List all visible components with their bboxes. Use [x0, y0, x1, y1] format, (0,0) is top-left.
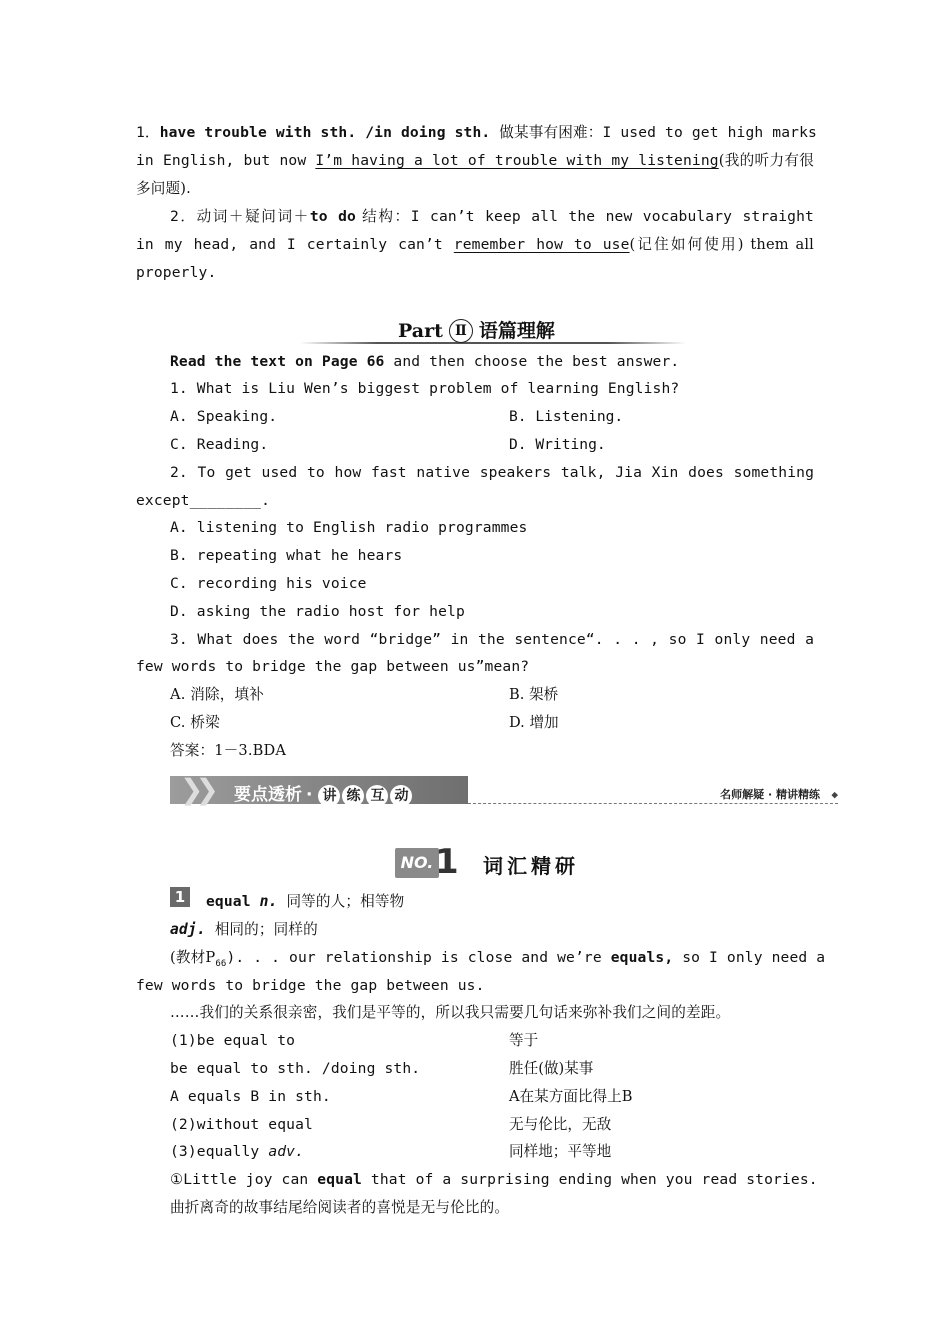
entry-adj: adj. 相同的；同样的	[170, 921, 318, 938]
phrase-en: (3)equally adv.	[170, 1143, 305, 1160]
phrase-en: A equals B in sth.	[170, 1088, 331, 1105]
phrase-cn: A在某方面比得上B	[509, 1088, 633, 1105]
question-2-line2: except________.	[136, 492, 271, 509]
phrase-cn: 无与伦比，无敌	[509, 1116, 612, 1133]
roman-numeral-badge: Ⅱ	[449, 319, 473, 343]
q2-option-b: B. repeating what he hears	[170, 547, 403, 564]
phrase-cn: 同样地；平等地	[509, 1143, 612, 1160]
chevron-right-icon: ❯❯	[180, 773, 211, 806]
q3-option-b: B. 架桥	[509, 686, 559, 703]
item-number-badge: 1	[170, 887, 190, 907]
example-line1: (教材$P_{66}$). . . our relationship is close and we’re equals, so I only need a	[170, 949, 826, 969]
item1-line3: 多问题).	[136, 180, 191, 197]
reading-instruction: Read the text on Page 66 and then choose the best answer.	[170, 353, 680, 370]
example2-translation: 曲折离奇的故事结尾给阅读者的喜悦是无与伦比的。	[170, 1199, 510, 1216]
question-3-line1: 3. What does the word “bridge” in the sentence“. . . , so I only need a	[170, 631, 814, 648]
phrase-en: (1)be equal to	[170, 1032, 296, 1049]
q2-option-a: A. listening to English radio programmes	[170, 519, 528, 536]
banner-dashed-rule	[468, 803, 838, 806]
heading-number: 1	[435, 842, 459, 882]
example2: ①Little joy can equal that of a surprising ending when you read stories.	[170, 1171, 818, 1188]
no-label-badge: NO.	[395, 848, 439, 878]
item2-line3: properly.	[136, 264, 217, 281]
banner-title: 要点透析 · 讲 练 互 动	[234, 780, 412, 807]
q2-option-d: D. asking the radio host for help	[170, 603, 465, 620]
q1-option-a: A. Speaking.	[170, 408, 278, 425]
answer-key: 答案：1－3.BDA	[170, 742, 287, 759]
question-2-line1: 2. To get used to how fast native speakers talk, Jia Xin does something	[170, 464, 814, 481]
q1-option-b: B. Listening.	[509, 408, 624, 425]
entry-headword: equal n. 同等的人；相等物	[206, 893, 405, 910]
question-3-line2: few words to bridge the gap between us”mean?	[136, 658, 530, 675]
underlined-answer-2: remember how to use	[453, 236, 630, 253]
phrase-en: (2)without equal	[170, 1116, 313, 1133]
example-translation: ……我们的关系很亲密，我们是平等的，所以我只需要几句话来弥补我们之间的差距。	[170, 1004, 731, 1021]
section-banner	[170, 774, 838, 810]
underlined-answer-1: I’m having a lot of trouble with my listening	[315, 152, 719, 169]
item2-line1: 2．动词＋疑问词＋to do 结构：I can’t keep all the new vocabulary straight	[170, 208, 814, 225]
item1-line1: 1．have trouble with sth. /in doing sth. 做某事有困难：I used to get high marks	[136, 124, 817, 141]
phrase-cn: 等于	[509, 1032, 539, 1049]
item2-line2: in my head, and I certainly can’t remember how to use(记住如何使用) them all	[136, 236, 815, 253]
q3-option-a: A. 消除，填补	[170, 686, 264, 703]
q1-option-d: D. Writing.	[509, 436, 606, 453]
part-heading-text: Part Ⅱ 语篇理解	[398, 320, 555, 342]
heading-title: 词汇精研	[483, 854, 579, 878]
phrase-cn: 胜任(做)某事	[509, 1060, 594, 1077]
diamond-icon: ◆	[831, 788, 838, 801]
q3-option-d: D. 增加	[509, 714, 559, 731]
q1-option-c: C. Reading.	[170, 436, 269, 453]
item1-line2: in English, but now I’m having a lot of trouble with my listening(我的听力有很	[136, 152, 814, 169]
phrase-en: be equal to sth. /doing sth.	[170, 1060, 421, 1077]
q3-option-c: C. 桥梁	[170, 714, 220, 731]
part-heading	[300, 312, 686, 348]
q2-option-c: C. recording his voice	[170, 575, 367, 592]
question-1: 1. What is Liu Wen’s biggest problem of learning English?	[170, 380, 680, 397]
example-line2: few words to bridge the gap between us.	[136, 977, 485, 994]
banner-subtitle: 名师解疑 · 精讲精练	[720, 788, 820, 801]
phrase-have-trouble: have trouble with sth. /in doing sth.	[159, 124, 491, 141]
